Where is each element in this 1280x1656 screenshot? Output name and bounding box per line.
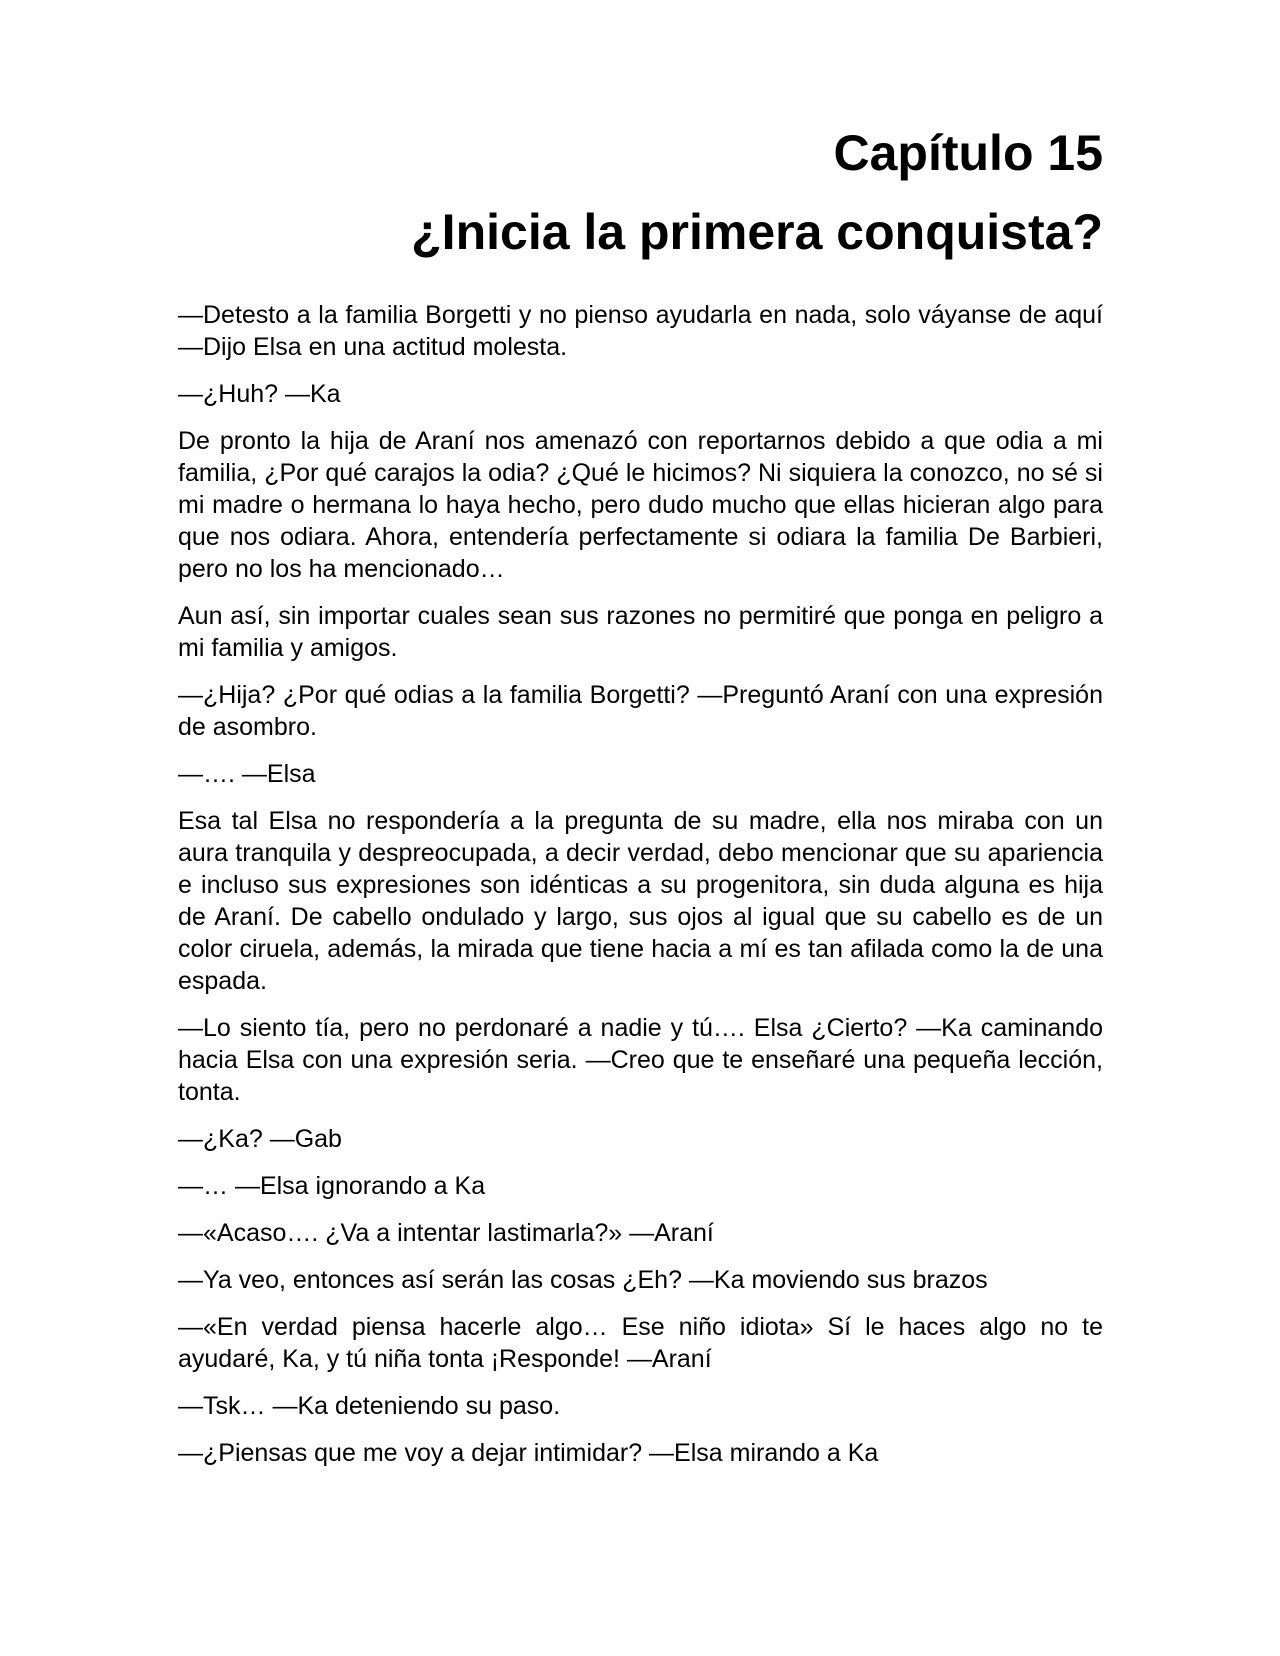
chapter-body xyxy=(178,299,1103,1469)
paragraph: —¿Piensas que me voy a dejar intimidar? —Elsa mirando a Ka xyxy=(178,1439,879,1467)
paragraph: —Detesto a la familia Borgetti y no pienso ayudarla en nada, solo váyanse de aquí —Dijo Elsa en una actitud molesta. xyxy=(178,301,1103,361)
paragraph: Aun así, sin importar cuales sean sus razones no permitiré que ponga en peligro a mi familia y amigos. xyxy=(178,602,1103,662)
paragraph: —¿Ka? —Gab xyxy=(178,1125,342,1153)
chapter-subtitle: ¿Inicia la primera conquista? xyxy=(411,204,1103,260)
paragraph: Esa tal Elsa no respondería a la pregunta de su madre, ella nos miraba con un aura tranquila y despreocupada, a decir verdad, debo mencionar que su apariencia e incluso sus expresiones son idénticas a su progenitora, sin duda alguna es hija de Araní. De cabello ondulado y largo, sus ojos al igual que su cabello es de un color ciruela, además, la mirada que tiene hacia a mí es tan afilada como la de una espada. xyxy=(178,807,1103,995)
paragraph: —«Acaso…. ¿Va a intentar lastimarla?» —Araní xyxy=(178,1219,714,1247)
paragraph: —¿Huh? —Ka xyxy=(178,380,341,408)
paragraph: —Tsk… —Ka deteniendo su paso. xyxy=(178,1392,561,1420)
paragraph: —Lo siento tía, pero no perdonaré a nadie y tú…. Elsa ¿Cierto? —Ka caminando hacia Elsa con una expresión seria. —Creo que te enseñaré una pequeña lección, tonta. xyxy=(178,1014,1103,1106)
paragraph: —¿Hija? ¿Por qué odias a la familia Borgetti? —Preguntó Araní con una expresión de asombro. xyxy=(178,681,1103,741)
paragraph: De pronto la hija de Araní nos amenazó con reportarnos debido a que odia a mi familia, ¿Por qué carajos la odia? ¿Qué le hicimos? Ni siquiera la conozco, no sé si mi madre o hermana lo haya hecho, pero dudo mucho que ellas hicieran algo para que nos odiara. Ahora, entendería perfectamente si odiara la familia De Barbieri, pero no los ha mencionado… xyxy=(178,427,1103,583)
chapter-title: Capítulo 15 xyxy=(833,125,1103,181)
paragraph: —«En verdad piensa hacerle algo… Ese niño idiota» Sí le haces algo no te ayudaré, Ka, y tú niña tonta ¡Responde! —Araní xyxy=(178,1313,1103,1373)
paragraph: —…. —Elsa xyxy=(178,760,316,788)
paragraph: —… —Elsa ignorando a Ka xyxy=(178,1172,486,1200)
paragraph: —Ya veo, entonces así serán las cosas ¿Eh? —Ka moviendo sus brazos xyxy=(178,1266,988,1294)
